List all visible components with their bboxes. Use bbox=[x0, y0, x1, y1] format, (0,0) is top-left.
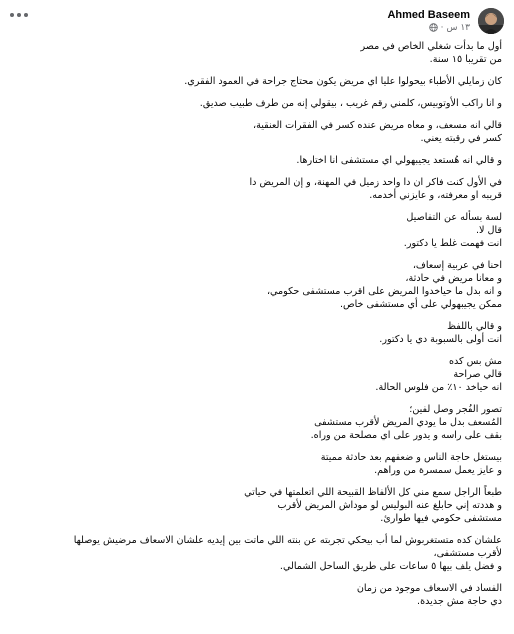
post-time[interactable]: ١٣ س bbox=[446, 22, 470, 33]
post-header bbox=[387, 6, 504, 36]
avatar[interactable] bbox=[478, 8, 504, 34]
post-text-line: قالي انه مسعف، و معاه مريض عنده كسر في الفقرات العنقية، bbox=[252, 120, 502, 131]
post-text-line: قريبه او معرفته، و عايزني أخدمه. bbox=[369, 190, 502, 201]
post-text-line: و قالي انه هُستعد يجيبهولي اي مستشفى انا اختارها. bbox=[296, 155, 502, 166]
menu-dot bbox=[24, 13, 28, 17]
post-text-line: مش بس كده bbox=[449, 356, 502, 367]
post-subline bbox=[429, 23, 470, 33]
post-paragraph bbox=[10, 320, 502, 346]
post-text-line: قال لا. bbox=[475, 225, 502, 236]
post-text-line: و انه بدل ما حياخدوا المريض على اقرب مستشفى حكومي، bbox=[266, 286, 502, 297]
post-paragraph bbox=[10, 119, 502, 145]
post-body bbox=[10, 40, 502, 617]
post-text-line: و فضل يلف بيها ٥ ساعات على طريق الساحل الشمالي. bbox=[279, 561, 502, 572]
post-paragraph bbox=[10, 355, 502, 394]
post-text-line: بيستغل حاجة الناس و ضعفهم بعد حادثة مميتة bbox=[320, 452, 502, 463]
post-paragraph bbox=[10, 75, 502, 88]
avatar-photo-icon bbox=[478, 8, 504, 34]
post-text-line: علشان كده متستغربوش لما أب بيحكي تجربته عن بنته اللي ماتت بين إيديه علشان الاسعاف مرضيش يوصلها bbox=[73, 535, 502, 546]
post-paragraph bbox=[10, 259, 502, 311]
post-paragraph bbox=[10, 176, 502, 202]
post-text-line: الفساد في الاسعاف موجود من زمان bbox=[356, 583, 502, 594]
post-text-line: في الأول كنت فاكر ان دا واحد زميل في المهنة، و إن المريض دا bbox=[249, 177, 502, 188]
post-text-line: قالي صراحة bbox=[453, 369, 502, 380]
more-options-icon[interactable] bbox=[6, 6, 32, 24]
post-text-line: لسة بسأله عن التفاصيل bbox=[406, 212, 502, 223]
author-name[interactable]: Ahmed Baseem bbox=[387, 9, 470, 21]
post-paragraph bbox=[10, 154, 502, 167]
globe-icon[interactable] bbox=[429, 23, 438, 32]
post-text-line: من تقريبا ١٥ سنة. bbox=[429, 54, 502, 65]
post-meta bbox=[387, 9, 470, 33]
post-paragraph bbox=[10, 211, 502, 250]
post-text-line: و هددته إني حابلغ عنه البوليس لو موداش المريض لأقرب bbox=[277, 500, 502, 511]
menu-dot bbox=[10, 13, 14, 17]
post-text-line: مستشفى حكومي فيها طوارئ. bbox=[380, 513, 502, 524]
post-text-line: بقف على راسه و يدور على اي مصلحة من وراه. bbox=[310, 430, 502, 441]
post-text-line: تصور الفُجر وصل لفين؛ bbox=[409, 404, 502, 415]
post-text-line: طبعاً الراجل سمع مني كل الألفاظ القبيحة اللي اتعلمتها في حياتي bbox=[244, 487, 502, 498]
post-text-line: المُسعف بدل ما يودي المريض لأقرب مستشفى bbox=[314, 417, 502, 428]
post-paragraph bbox=[10, 403, 502, 442]
post-text-line: كان زمايلي الأطباء بيحولوا عليا اي مريض يكون محتاج جراحة في العمود الفقري. bbox=[184, 76, 502, 87]
post-text-line: احنا في عربية إسعاف، bbox=[412, 260, 502, 271]
post-text-line: كسر في رقبته يعني. bbox=[420, 133, 502, 144]
post-text-line: لأقرب مستشفى، bbox=[433, 548, 502, 559]
post-text-line: انت فهمت غلط يا دكتور. bbox=[403, 238, 502, 249]
post-text-line: و معانا مريض في حادثة، bbox=[405, 273, 502, 284]
post-text-line: دي حاجة مش جديدة. bbox=[417, 596, 502, 607]
post-text-line: و عايز يعمل سمسرة من وراهم. bbox=[374, 465, 502, 476]
post-text-line: انت أولى بالسبوبة دي يا دكتور. bbox=[379, 334, 502, 345]
post-text-line: انه حياخد ١٠٪ من فلوس الحالة. bbox=[375, 382, 502, 393]
separator-dot: · bbox=[440, 22, 444, 33]
post-paragraph bbox=[10, 97, 502, 110]
post-text-line: ممكن يجيبهولي على أي مستشفى خاص. bbox=[339, 299, 502, 310]
menu-dot bbox=[17, 13, 21, 17]
post-text-line: و قالي باللفظ bbox=[447, 321, 502, 332]
post-paragraph bbox=[10, 486, 502, 525]
post-paragraph bbox=[10, 40, 502, 66]
post-paragraph bbox=[10, 534, 502, 573]
post-text-line: و انا راكب الأوتوبيس، كلمني رقم غريب ، بيقولي إنه من طرف طبيب صديق. bbox=[199, 98, 502, 109]
post-text-line: أول ما بدأت شغلي الخاص في مصر bbox=[360, 41, 502, 52]
post-paragraph bbox=[10, 451, 502, 477]
post-paragraph bbox=[10, 582, 502, 608]
